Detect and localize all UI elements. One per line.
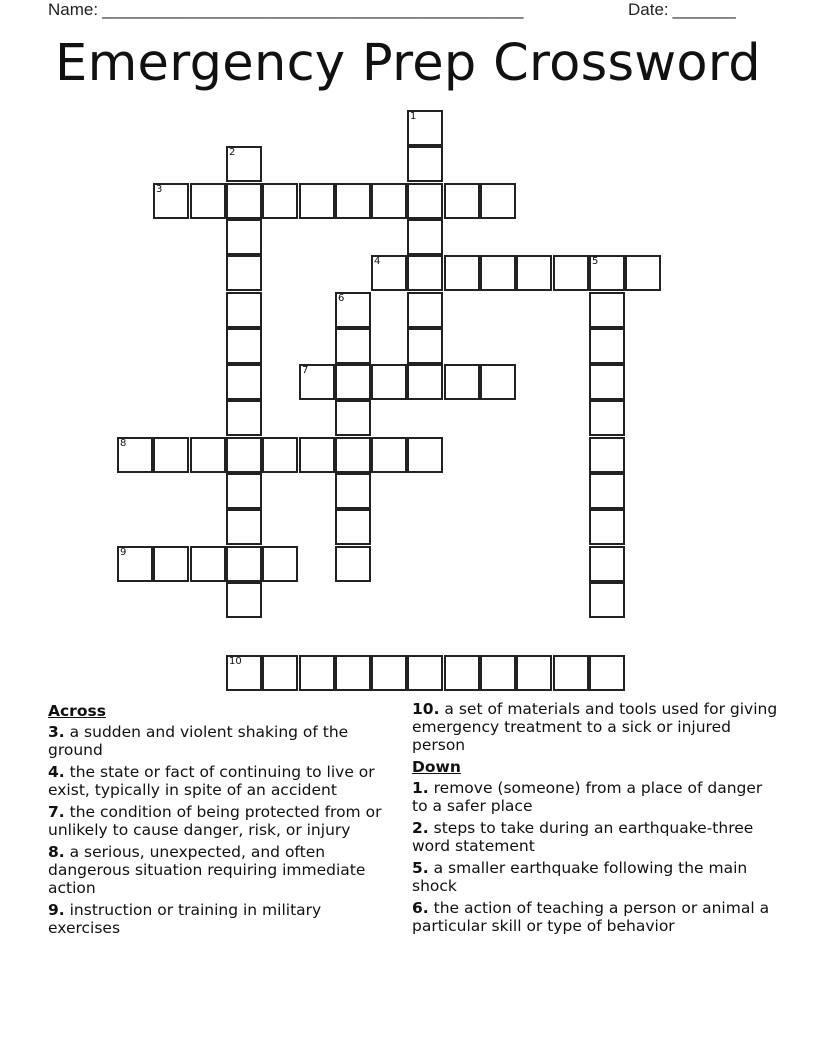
crossword-cell[interactable] [226,437,262,473]
crossword-cell[interactable] [371,655,407,691]
crossword-cell[interactable] [444,364,480,400]
clue-across-8 [48,843,398,897]
crossword-cell[interactable] [589,400,625,436]
crossword-cell[interactable] [299,364,335,400]
across-heading: Across [48,702,106,720]
crossword-cell[interactable] [226,292,262,328]
cell-number: 4 [374,256,381,267]
cell-number: 3 [156,184,163,195]
date-label: Date: [628,0,669,19]
crossword-cell[interactable] [407,110,443,146]
crossword-cell[interactable] [407,255,443,291]
date-line[interactable]: _______ [672,0,736,19]
crossword-cell[interactable] [444,255,480,291]
clue-number: 7. [48,803,65,821]
crossword-cell[interactable] [553,655,589,691]
crossword-cell[interactable] [190,437,226,473]
cell-number: 8 [120,438,127,449]
crossword-cell[interactable] [153,437,189,473]
clue-text: the state or fact of continuing to live or exist, typically in spite of an accident [48,763,375,799]
clue-number: 2. [412,819,429,837]
clue-across-7 [48,803,398,839]
crossword-cell[interactable] [226,400,262,436]
crossword-cell[interactable] [589,437,625,473]
crossword-cell[interactable] [589,582,625,618]
crossword-cell[interactable] [407,328,443,364]
crossword-cell[interactable] [335,328,371,364]
clue-number: 10. [412,700,440,718]
crossword-cell[interactable] [480,183,516,219]
clue-number: 9. [48,901,65,919]
clue-down-6 [412,899,782,935]
crossword-cell[interactable] [299,437,335,473]
crossword-cell[interactable] [262,183,298,219]
crossword-cell[interactable] [190,546,226,582]
crossword-cell[interactable] [117,546,153,582]
crossword-cell[interactable] [480,655,516,691]
clue-number: 4. [48,763,65,781]
clue-text: a serious, unexpected, and often dangerous situation requiring immediate action [48,843,366,897]
crossword-cell[interactable] [226,582,262,618]
crossword-cell[interactable] [117,437,153,473]
crossword-cell[interactable] [589,255,625,291]
crossword-cell[interactable] [153,183,189,219]
crossword-cell[interactable] [335,437,371,473]
crossword-cell[interactable] [335,364,371,400]
crossword-cell[interactable] [407,219,443,255]
crossword-cell[interactable] [444,655,480,691]
crossword-cell[interactable] [407,183,443,219]
clue-down-5 [412,859,782,895]
crossword-cell[interactable] [371,364,407,400]
clue-text: a set of materials and tools used for giving emergency treatment to a sick or injured person [412,700,778,754]
crossword-cell[interactable] [335,292,371,328]
cell-number: 9 [120,547,127,558]
crossword-cell[interactable] [589,473,625,509]
crossword-cell[interactable] [407,292,443,328]
crossword-cell[interactable] [480,364,516,400]
crossword-cell[interactable] [589,546,625,582]
crossword-cell[interactable] [407,655,443,691]
clue-text: instruction or training in military exercises [48,901,322,937]
down-heading: Down [412,758,461,776]
clue-across-4 [48,763,398,799]
page-title: Emergency Prep Crossword [55,34,761,93]
clues-right-column [412,700,782,939]
cell-number: 1 [410,111,417,122]
clues-left-column [48,700,398,941]
crossword-cell[interactable] [335,655,371,691]
crossword-cell[interactable] [226,655,262,691]
crossword-cell[interactable] [226,364,262,400]
crossword-cell[interactable] [335,473,371,509]
clue-number: 1. [412,779,429,797]
crossword-cell[interactable] [226,328,262,364]
crossword-cell[interactable] [589,655,625,691]
crossword-cell[interactable] [589,292,625,328]
clue-number: 5. [412,859,429,877]
crossword-cell[interactable] [444,183,480,219]
clue-text: a sudden and violent shaking of the ground [48,723,349,759]
clue-text: remove (someone) from a place of danger to a safer place [412,779,763,815]
crossword-cell[interactable] [226,473,262,509]
crossword-cell[interactable] [335,509,371,545]
crossword-cell[interactable] [226,509,262,545]
crossword-cell[interactable] [335,546,371,582]
crossword-cell[interactable] [262,437,298,473]
clue-text: a smaller earthquake following the main shock [412,859,748,895]
clue-number: 6. [412,899,429,917]
name-label: Name: [48,0,99,19]
crossword-cell[interactable] [262,546,298,582]
crossword-cell[interactable] [371,437,407,473]
cell-number: 10 [229,656,242,667]
clue-down-1 [412,779,782,815]
crossword-cell[interactable] [190,183,226,219]
crossword-cell[interactable] [226,546,262,582]
crossword-cell[interactable] [299,655,335,691]
crossword-cell[interactable] [371,183,407,219]
crossword-cell[interactable] [335,400,371,436]
cell-number: 2 [229,147,236,158]
crossword-cell[interactable] [262,655,298,691]
crossword-cell[interactable] [335,183,371,219]
crossword-cell[interactable] [553,255,589,291]
clue-across-3 [48,723,398,759]
crossword-cell[interactable] [226,255,262,291]
crossword-cell[interactable] [371,255,407,291]
clue-text: the condition of being protected from or unlikely to cause danger, risk, or injury [48,803,382,839]
crossword-cell[interactable] [226,183,262,219]
crossword-cell[interactable] [589,328,625,364]
crossword-cell[interactable] [516,255,552,291]
clue-number: 8. [48,843,65,861]
cell-number: 5 [592,256,599,267]
clue-text: steps to take during an earthquake-three word statement [412,819,754,855]
clue-across-9 [48,901,398,937]
crossword-cell[interactable] [153,546,189,582]
crossword-cell[interactable] [299,183,335,219]
crossword-cell[interactable] [589,509,625,545]
crossword-cell[interactable] [407,364,443,400]
cell-number: 7 [302,365,309,376]
crossword-cell[interactable] [407,437,443,473]
crossword-cell[interactable] [226,146,262,182]
name-line[interactable]: _______________________________________________ [102,0,523,19]
crossword-cell[interactable] [226,219,262,255]
crossword-cell[interactable] [625,255,661,291]
clue-number: 3. [48,723,65,741]
clue-text: the action of teaching a person or animal a particular skill or type of behavior [412,899,770,935]
crossword-cell[interactable] [516,655,552,691]
cell-number: 6 [338,293,345,304]
crossword-cell[interactable] [589,364,625,400]
crossword-cell[interactable] [480,255,516,291]
clue-across-10 [412,700,782,754]
clue-down-2 [412,819,782,855]
crossword-cell[interactable] [407,146,443,182]
